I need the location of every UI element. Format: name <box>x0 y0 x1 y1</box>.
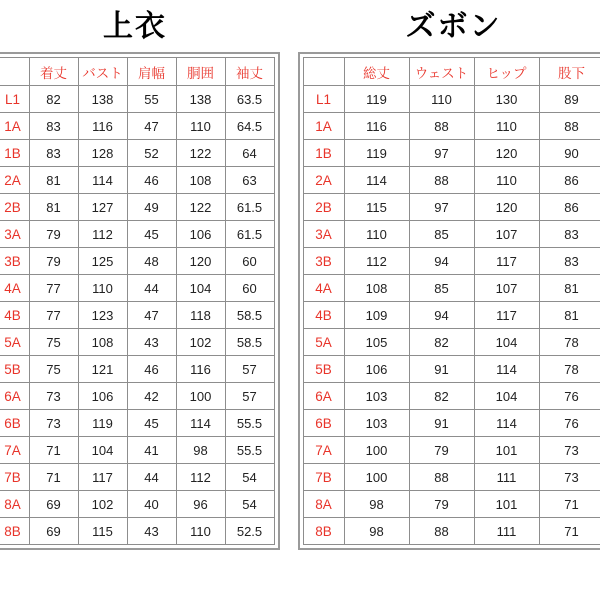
jacket-row-label: 2A <box>0 167 29 194</box>
trousers-cell: 82 <box>409 329 474 356</box>
trousers-row-label: 1B <box>303 140 344 167</box>
jacket-cell: 123 <box>78 302 127 329</box>
trousers-row-label: 4A <box>303 275 344 302</box>
jacket-cell: 73 <box>29 383 78 410</box>
table-row <box>303 464 600 491</box>
table-row <box>0 194 274 221</box>
jacket-cell: 71 <box>29 437 78 464</box>
jacket-row-label: 5B <box>0 356 29 383</box>
trousers-row-label: 2A <box>303 167 344 194</box>
trousers-cell: 78 <box>539 356 600 383</box>
jacket-cell: 79 <box>29 248 78 275</box>
trousers-cell: 83 <box>539 221 600 248</box>
trousers-cell: 94 <box>409 302 474 329</box>
jacket-cell: 127 <box>78 194 127 221</box>
trousers-cell: 85 <box>409 221 474 248</box>
trousers-row-label: L1 <box>303 86 344 113</box>
jacket-row-label: 3B <box>0 248 29 275</box>
jacket-cell: 79 <box>29 221 78 248</box>
jacket-cell: 57 <box>225 356 274 383</box>
jacket-header-col-3: 肩幅 <box>127 58 176 86</box>
trousers-cell: 101 <box>474 437 539 464</box>
trousers-cell: 114 <box>474 356 539 383</box>
trousers-cell: 79 <box>409 437 474 464</box>
jacket-cell: 57 <box>225 383 274 410</box>
trousers-header-corner <box>303 58 344 86</box>
jacket-cell: 106 <box>176 221 225 248</box>
table-row <box>303 275 600 302</box>
jacket-row-label: 4A <box>0 275 29 302</box>
jacket-cell: 75 <box>29 329 78 356</box>
trousers-row-label: 4B <box>303 302 344 329</box>
jacket-cell: 83 <box>29 140 78 167</box>
jacket-cell: 118 <box>176 302 225 329</box>
jacket-cell: 122 <box>176 194 225 221</box>
trousers-table-frame <box>298 52 600 550</box>
jacket-size-table <box>0 57 275 545</box>
trousers-cell: 88 <box>539 113 600 140</box>
jacket-cell: 47 <box>127 302 176 329</box>
jacket-cell: 138 <box>78 86 127 113</box>
jacket-cell: 116 <box>78 113 127 140</box>
trousers-row-label: 6A <box>303 383 344 410</box>
jacket-header-corner <box>0 58 29 86</box>
trousers-cell: 88 <box>409 464 474 491</box>
trousers-cell: 100 <box>344 464 409 491</box>
jacket-cell: 45 <box>127 221 176 248</box>
jacket-cell: 48 <box>127 248 176 275</box>
jacket-table-header <box>0 58 274 86</box>
trousers-cell: 119 <box>344 140 409 167</box>
jacket-cell: 60 <box>225 275 274 302</box>
trousers-cell: 114 <box>474 410 539 437</box>
trousers-cell: 85 <box>409 275 474 302</box>
table-row <box>0 113 274 140</box>
jacket-cell: 100 <box>176 383 225 410</box>
trousers-cell: 101 <box>474 491 539 518</box>
jacket-cell: 52.5 <box>225 518 274 545</box>
trousers-row-label: 3A <box>303 221 344 248</box>
jacket-cell: 138 <box>176 86 225 113</box>
jacket-cell: 75 <box>29 356 78 383</box>
jacket-cell: 108 <box>176 167 225 194</box>
jacket-cell: 114 <box>78 167 127 194</box>
trousers-cell: 112 <box>344 248 409 275</box>
jacket-cell: 44 <box>127 464 176 491</box>
trousers-cell: 104 <box>474 383 539 410</box>
jacket-cell: 40 <box>127 491 176 518</box>
jacket-cell: 42 <box>127 383 176 410</box>
trousers-row-label: 5A <box>303 329 344 356</box>
jacket-cell: 104 <box>176 275 225 302</box>
jacket-cell: 77 <box>29 275 78 302</box>
trousers-cell: 71 <box>539 491 600 518</box>
table-row <box>0 518 274 545</box>
jacket-cell: 55.5 <box>225 410 274 437</box>
trousers-cell: 91 <box>409 356 474 383</box>
table-row <box>303 518 600 545</box>
jacket-cell: 54 <box>225 464 274 491</box>
jacket-cell: 69 <box>29 491 78 518</box>
jacket-header-col-4: 胴囲 <box>176 58 225 86</box>
trousers-cell: 94 <box>409 248 474 275</box>
trousers-cell: 110 <box>344 221 409 248</box>
trousers-cell: 76 <box>539 410 600 437</box>
trousers-cell: 109 <box>344 302 409 329</box>
table-row <box>0 140 274 167</box>
jacket-table-frame <box>0 52 280 550</box>
jacket-cell: 60 <box>225 248 274 275</box>
jacket-cell: 102 <box>78 491 127 518</box>
trousers-row-label: 8A <box>303 491 344 518</box>
trousers-row-label: 7A <box>303 437 344 464</box>
trousers-cell: 130 <box>474 86 539 113</box>
jacket-cell: 119 <box>78 410 127 437</box>
table-row <box>0 86 274 113</box>
jacket-row-label: 8A <box>0 491 29 518</box>
trousers-table-header <box>303 58 600 86</box>
trousers-cell: 105 <box>344 329 409 356</box>
trousers-cell: 106 <box>344 356 409 383</box>
jacket-cell: 120 <box>176 248 225 275</box>
trousers-cell: 83 <box>539 248 600 275</box>
jacket-cell: 81 <box>29 167 78 194</box>
trousers-cell: 116 <box>344 113 409 140</box>
trousers-cell: 115 <box>344 194 409 221</box>
trousers-header-col-1: 総丈 <box>344 58 409 86</box>
jacket-row-label: L1 <box>0 86 29 113</box>
table-row <box>303 194 600 221</box>
jacket-cell: 121 <box>78 356 127 383</box>
trousers-cell: 114 <box>344 167 409 194</box>
table-row <box>0 275 274 302</box>
jacket-cell: 45 <box>127 410 176 437</box>
trousers-cell: 97 <box>409 194 474 221</box>
jacket-cell: 43 <box>127 329 176 356</box>
trousers-cell: 107 <box>474 221 539 248</box>
jacket-cell: 43 <box>127 518 176 545</box>
trousers-header-col-3: ヒップ <box>474 58 539 86</box>
table-row <box>303 113 600 140</box>
jacket-cell: 61.5 <box>225 221 274 248</box>
table-row <box>0 221 274 248</box>
jacket-cell: 114 <box>176 410 225 437</box>
trousers-cell: 119 <box>344 86 409 113</box>
jacket-cell: 58.5 <box>225 302 274 329</box>
trousers-header-row <box>303 58 600 86</box>
jacket-cell: 64.5 <box>225 113 274 140</box>
jacket-row-label: 4B <box>0 302 29 329</box>
table-row <box>303 437 600 464</box>
trousers-cell: 82 <box>409 383 474 410</box>
trousers-header-col-4: 股下 <box>539 58 600 86</box>
jacket-cell: 44 <box>127 275 176 302</box>
jacket-row-label: 2B <box>0 194 29 221</box>
table-row <box>303 221 600 248</box>
trousers-cell: 120 <box>474 140 539 167</box>
jacket-cell: 52 <box>127 140 176 167</box>
trousers-cell: 98 <box>344 491 409 518</box>
trousers-cell: 117 <box>474 248 539 275</box>
trousers-row-label: 2B <box>303 194 344 221</box>
jacket-cell: 104 <box>78 437 127 464</box>
trousers-table-body <box>303 86 600 545</box>
jacket-header-col-2: バスト <box>78 58 127 86</box>
jacket-row-label: 5A <box>0 329 29 356</box>
jacket-cell: 47 <box>127 113 176 140</box>
trousers-cell: 86 <box>539 167 600 194</box>
trousers-cell: 79 <box>409 491 474 518</box>
trousers-size-block <box>298 6 600 550</box>
trousers-row-label: 1A <box>303 113 344 140</box>
jacket-cell: 46 <box>127 356 176 383</box>
trousers-cell: 91 <box>409 410 474 437</box>
jacket-cell: 46 <box>127 167 176 194</box>
jacket-cell: 49 <box>127 194 176 221</box>
jacket-cell: 108 <box>78 329 127 356</box>
table-row <box>303 356 600 383</box>
jacket-cell: 58.5 <box>225 329 274 356</box>
trousers-cell: 90 <box>539 140 600 167</box>
table-row <box>303 248 600 275</box>
jacket-cell: 71 <box>29 464 78 491</box>
table-row <box>0 491 274 518</box>
jacket-row-label: 3A <box>0 221 29 248</box>
jacket-header-col-1: 着丈 <box>29 58 78 86</box>
trousers-cell: 86 <box>539 194 600 221</box>
trousers-cell: 103 <box>344 383 409 410</box>
trousers-cell: 78 <box>539 329 600 356</box>
jacket-cell: 112 <box>176 464 225 491</box>
trousers-row-label: 5B <box>303 356 344 383</box>
trousers-cell: 97 <box>409 140 474 167</box>
table-row <box>303 329 600 356</box>
trousers-cell: 73 <box>539 437 600 464</box>
jacket-cell: 116 <box>176 356 225 383</box>
trousers-row-label: 7B <box>303 464 344 491</box>
jacket-cell: 63 <box>225 167 274 194</box>
jacket-cell: 122 <box>176 140 225 167</box>
jacket-table-title: 上衣 <box>103 9 167 44</box>
jacket-cell: 81 <box>29 194 78 221</box>
trousers-cell: 110 <box>474 167 539 194</box>
jacket-cell: 54 <box>225 491 274 518</box>
table-row <box>0 383 274 410</box>
jacket-row-label: 1B <box>0 140 29 167</box>
jacket-cell: 115 <box>78 518 127 545</box>
trousers-cell: 88 <box>409 113 474 140</box>
jacket-cell: 64 <box>225 140 274 167</box>
jacket-row-label: 7A <box>0 437 29 464</box>
jacket-header-col-5: 袖丈 <box>225 58 274 86</box>
trousers-cell: 76 <box>539 383 600 410</box>
table-row <box>303 140 600 167</box>
jacket-cell: 41 <box>127 437 176 464</box>
jacket-cell: 117 <box>78 464 127 491</box>
jacket-cell: 110 <box>176 113 225 140</box>
table-row <box>0 329 274 356</box>
table-row <box>0 302 274 329</box>
table-row <box>0 248 274 275</box>
jacket-cell: 128 <box>78 140 127 167</box>
trousers-cell: 104 <box>474 329 539 356</box>
jacket-cell: 110 <box>176 518 225 545</box>
jacket-size-block <box>0 6 280 550</box>
jacket-cell: 106 <box>78 383 127 410</box>
jacket-header-row <box>0 58 274 86</box>
trousers-cell: 88 <box>409 518 474 545</box>
trousers-cell: 110 <box>474 113 539 140</box>
trousers-cell: 117 <box>474 302 539 329</box>
table-row <box>303 383 600 410</box>
jacket-cell: 61.5 <box>225 194 274 221</box>
trousers-cell: 88 <box>409 167 474 194</box>
trousers-cell: 107 <box>474 275 539 302</box>
table-row <box>303 167 600 194</box>
jacket-cell: 73 <box>29 410 78 437</box>
jacket-cell: 98 <box>176 437 225 464</box>
trousers-cell: 81 <box>539 275 600 302</box>
jacket-row-label: 6B <box>0 410 29 437</box>
jacket-row-label: 6A <box>0 383 29 410</box>
table-row <box>303 86 600 113</box>
trousers-row-label: 8B <box>303 518 344 545</box>
table-row <box>0 437 274 464</box>
jacket-cell: 96 <box>176 491 225 518</box>
trousers-size-table <box>303 57 600 545</box>
trousers-cell: 120 <box>474 194 539 221</box>
trousers-header-col-2: ウェスト <box>409 58 474 86</box>
jacket-table-body <box>0 86 274 545</box>
trousers-row-label: 6B <box>303 410 344 437</box>
table-row <box>0 356 274 383</box>
trousers-cell: 73 <box>539 464 600 491</box>
jacket-cell: 112 <box>78 221 127 248</box>
trousers-cell: 71 <box>539 518 600 545</box>
jacket-cell: 110 <box>78 275 127 302</box>
jacket-cell: 82 <box>29 86 78 113</box>
trousers-cell: 98 <box>344 518 409 545</box>
jacket-row-label: 8B <box>0 518 29 545</box>
jacket-cell: 77 <box>29 302 78 329</box>
table-row <box>303 491 600 518</box>
trousers-cell: 81 <box>539 302 600 329</box>
trousers-cell: 103 <box>344 410 409 437</box>
trousers-cell: 111 <box>474 518 539 545</box>
trousers-table-title: ズボン <box>405 9 502 44</box>
table-row <box>0 464 274 491</box>
trousers-cell: 108 <box>344 275 409 302</box>
jacket-cell: 83 <box>29 113 78 140</box>
table-row <box>0 167 274 194</box>
jacket-cell: 102 <box>176 329 225 356</box>
table-row <box>0 410 274 437</box>
trousers-cell: 89 <box>539 86 600 113</box>
jacket-cell: 55.5 <box>225 437 274 464</box>
table-row <box>303 302 600 329</box>
jacket-cell: 63.5 <box>225 86 274 113</box>
jacket-row-label: 7B <box>0 464 29 491</box>
trousers-row-label: 3B <box>303 248 344 275</box>
trousers-cell: 110 <box>409 86 474 113</box>
jacket-row-label: 1A <box>0 113 29 140</box>
trousers-cell: 111 <box>474 464 539 491</box>
trousers-cell: 100 <box>344 437 409 464</box>
jacket-cell: 125 <box>78 248 127 275</box>
table-row <box>303 410 600 437</box>
jacket-cell: 69 <box>29 518 78 545</box>
jacket-cell: 55 <box>127 86 176 113</box>
